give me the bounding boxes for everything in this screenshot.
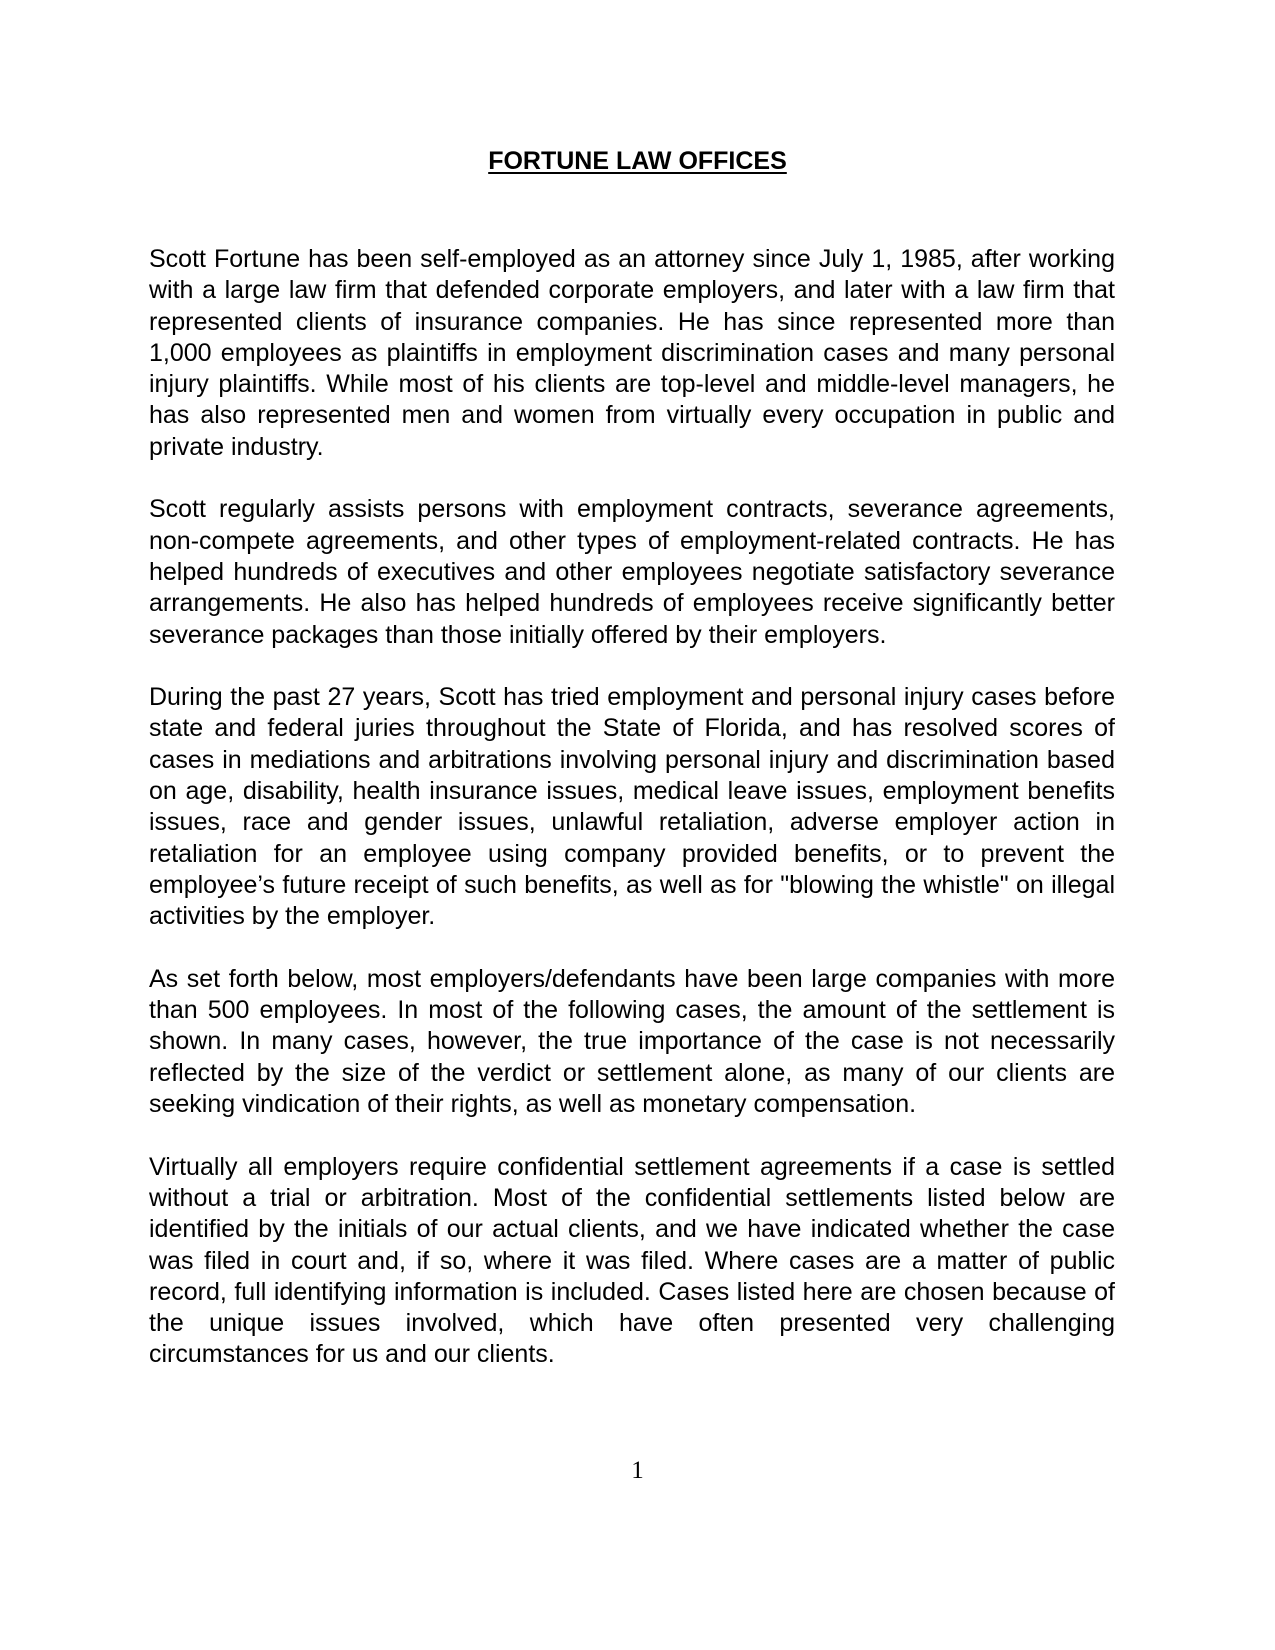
paragraph-confidentiality: Virtually all employers require confidential settlement agreements if a case is settled without a trial or arbitration. Most of the confidential settlements listed below are identified by the initials of our actual clients, and we have indicated whether the case was filed in court and, if so, where it was filed. Where cases are a matter of public record, full identifying information is included. Cases listed here are chosen because of the unique issues involved, which have often presented very challenging circumstances for us and our clients.: [149, 1152, 1115, 1369]
page-number: 1: [631, 1457, 644, 1484]
document-body: [149, 244, 1115, 1402]
document-title: [0, 146, 1275, 176]
paragraph-employers: As set forth below, most employers/defendants have been large companies with more than 500 employees. In most of the following cases, the amount of the settlement is shown. In many cases, however, the true importance of the case is not necessarily reflected by the size of the verdict or settlement alone, as many of our clients are seeking vindication of their rights, as well as monetary compensation.: [149, 964, 1115, 1119]
paragraph-experience: During the past 27 years, Scott has tried employment and personal injury cases before state and federal juries throughout the State of Florida, and has resolved scores of cases in mediations and arbitrations involving personal injury and discrimination based on age, disability, health insurance issues, medical leave issues, employment benefits issues, race and gender issues, unlawful retaliation, adverse employer action in retaliation for an employee using company provided benefits, or to prevent the employee’s future receipt of such benefits, as well as for "blowing the whistle" on illegal activities by the employer.: [149, 683, 1115, 931]
paragraph-intro: Scott Fortune has been self-employed as an attorney since July 1, 1985, after working with a large law firm that defended corporate employers, and later with a law firm that represented clients of insurance companies. He has since represented more than 1,000 employees as plaintiffs in employment discrimination cases and many personal injury plaintiffs. While most of his clients are top-level and middle-level managers, he has also represented men and women from virtually every occupation in public and private industry.: [149, 245, 1115, 461]
paragraph-contracts: Scott regularly assists persons with employment contracts, severance agreements, non-compete agreements, and other types of employment-related contracts. He has helped hundreds of executives and other employees negotiate satisfactory severance arrangements. He also has helped hundreds of employees receive significantly better severance packages than those initially offered by their employers.: [149, 495, 1115, 649]
document-title-text: FORTUNE LAW OFFICES: [488, 147, 787, 175]
